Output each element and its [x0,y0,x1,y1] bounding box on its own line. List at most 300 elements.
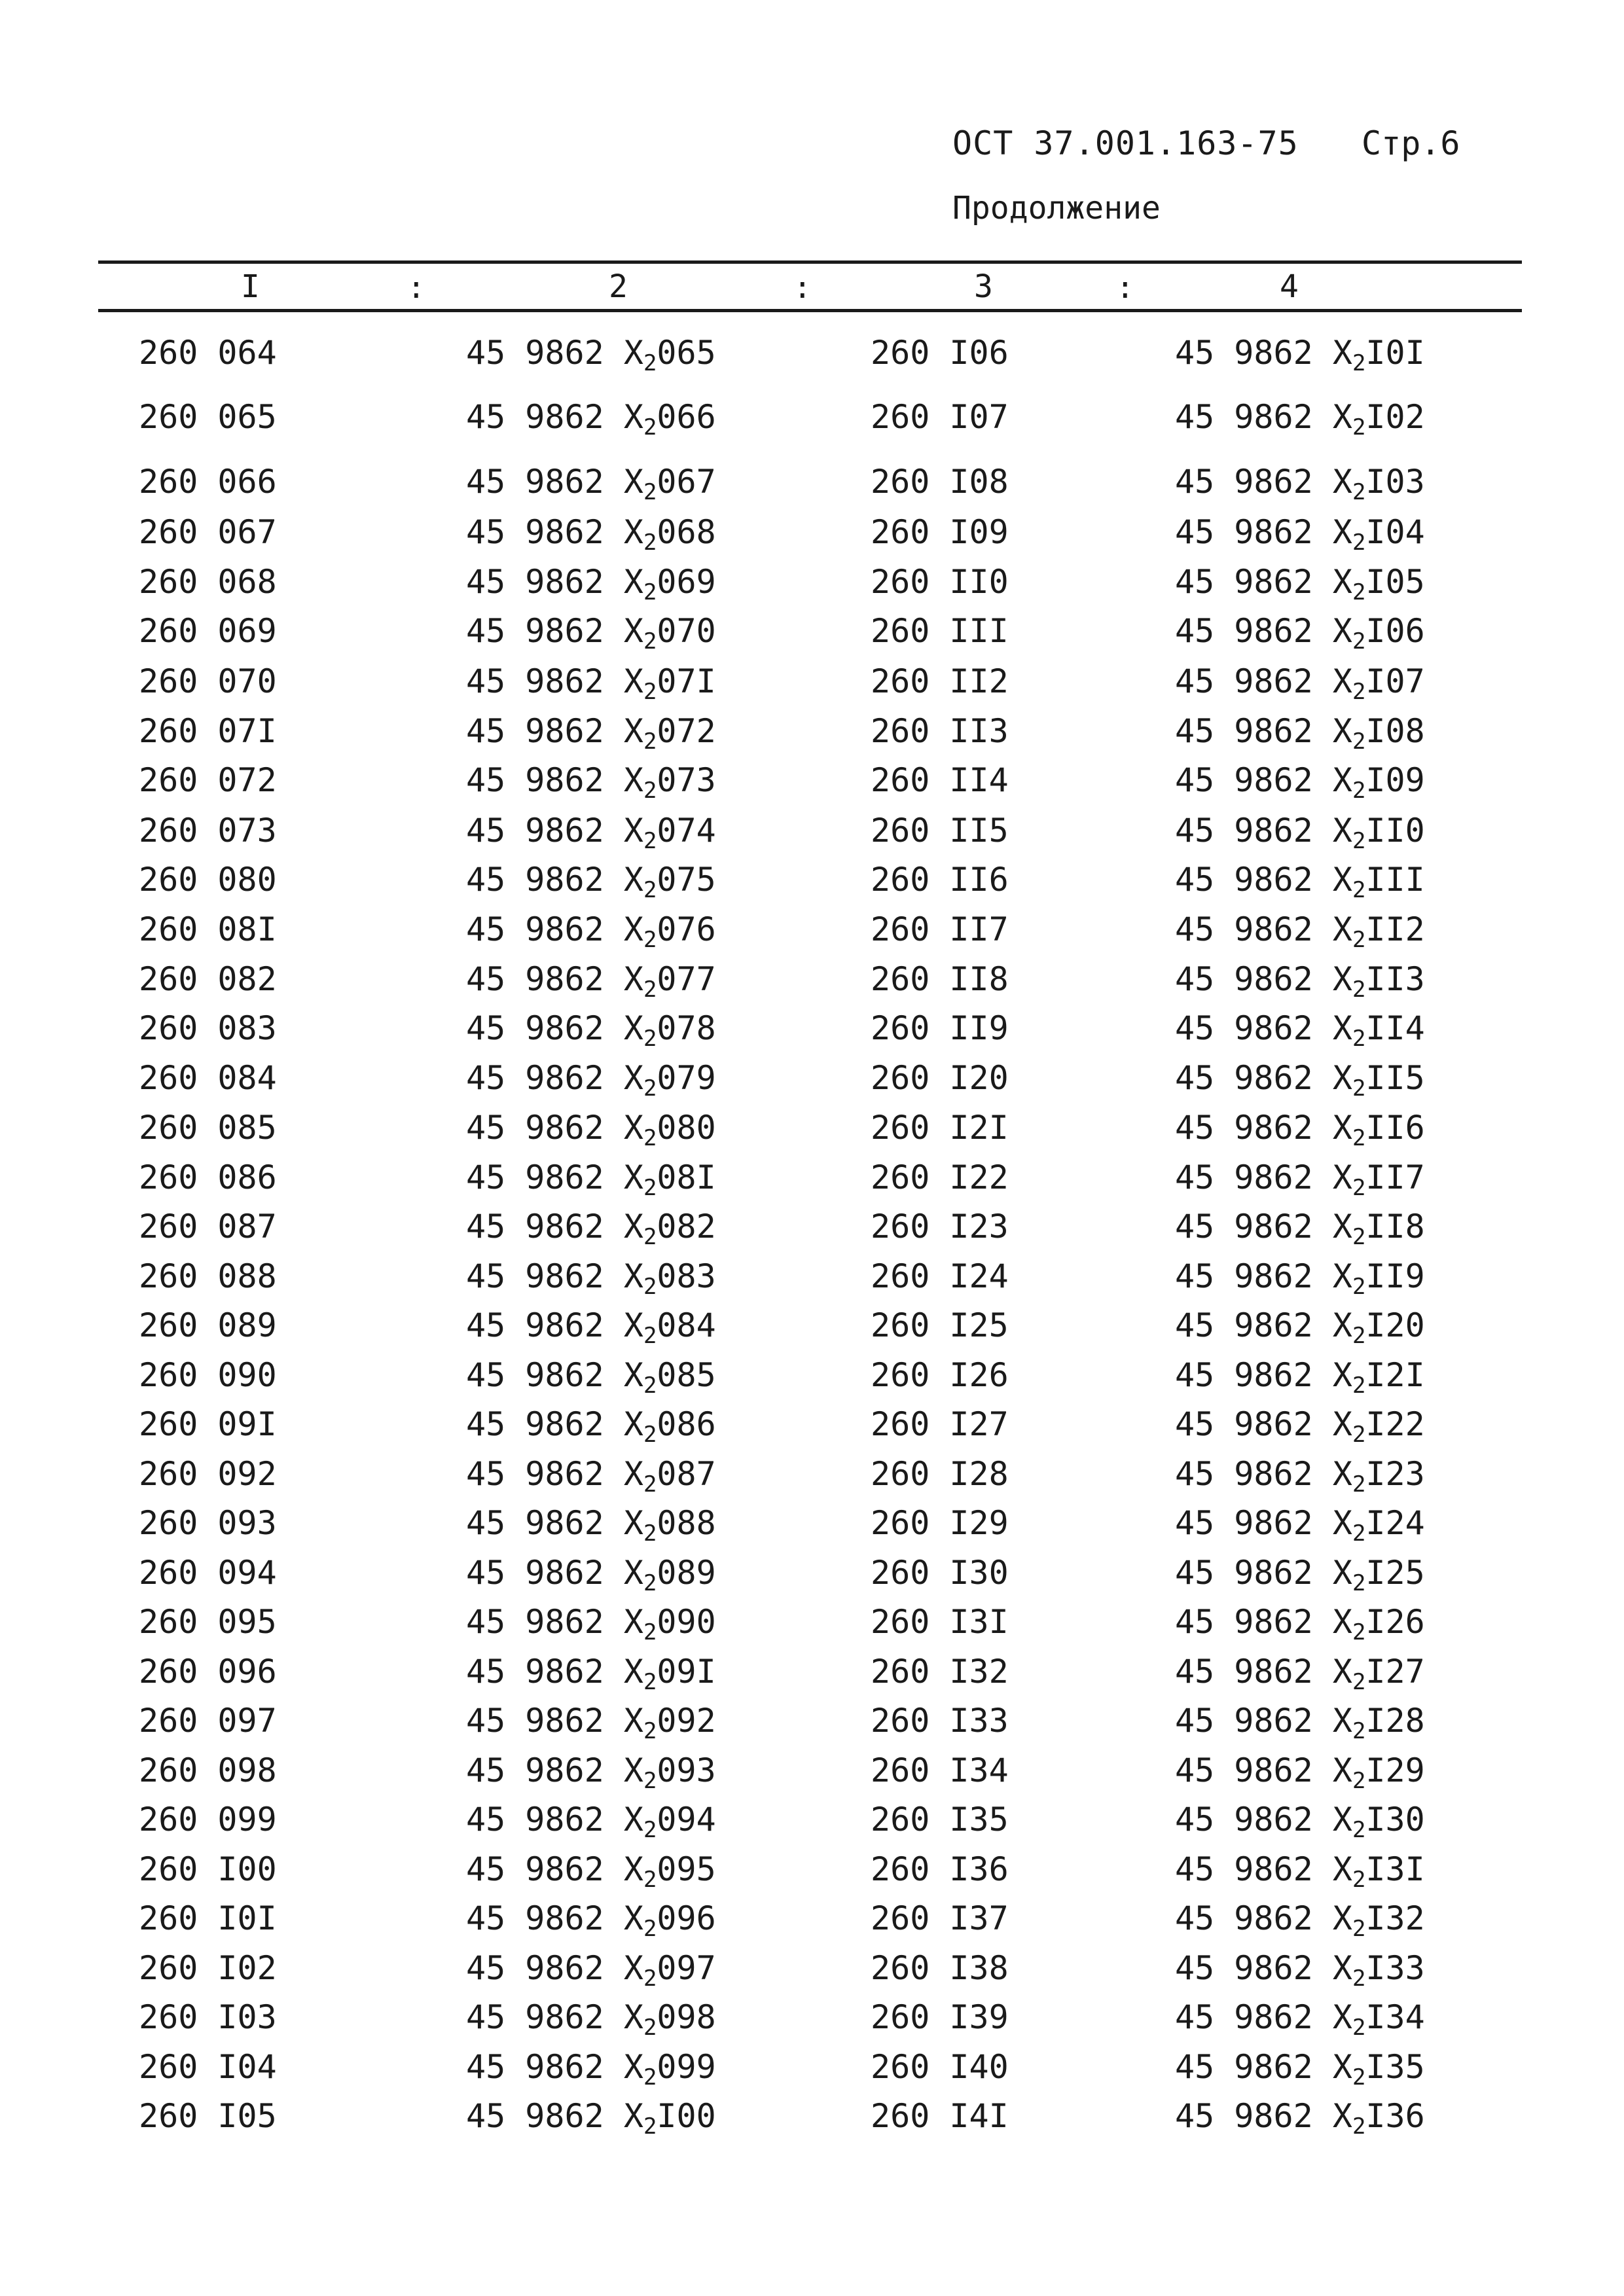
table-top-rule [98,260,1522,264]
cell-col2-number: 08I [657,1158,716,1196]
cell-col2 [466,960,716,1003]
cell-col2 [466,1109,716,1151]
cell-col2-number: 080 [657,1109,716,1147]
cell-col4-prefix: 45 9862 X [1175,1455,1352,1493]
cell-col2 [466,1603,716,1645]
table-row [0,861,1624,903]
cell-col2-prefix: 45 9862 X [466,1603,643,1641]
cell-col4-subscript: 2 [1352,1274,1366,1300]
column-separator: : [407,270,425,305]
cell-col2-subscript: 2 [643,1817,657,1843]
cell-col4-subscript: 2 [1352,628,1366,655]
cell-col4 [1175,1850,1425,1893]
cell-col4-number: I3I [1365,1850,1425,1888]
cell-col2 [466,1009,716,1052]
cell-col4-subscript: 2 [1352,2015,1366,2041]
cell-col4-prefix: 45 9862 X [1175,1702,1352,1740]
table-row [0,2048,1624,2090]
cell-col4-prefix: 45 9862 X [1175,513,1352,551]
cell-col2 [466,712,716,755]
cell-col4-subscript: 2 [1352,927,1366,953]
cell-col2-subscript: 2 [643,350,657,376]
cell-col4-prefix: 45 9862 X [1175,1801,1352,1839]
cell-col2-number: 078 [657,1009,716,1047]
cell-col4 [1175,910,1425,953]
cell-col2-prefix: 45 9862 X [466,662,643,700]
cell-col2-number: 094 [657,1801,716,1839]
cell-col4-prefix: 45 9862 X [1175,1356,1352,1394]
table-row [0,1257,1624,1300]
cell-col2-subscript: 2 [643,1570,657,1596]
cell-col4-prefix: 45 9862 X [1175,1899,1352,1937]
cell-col2-subscript: 2 [643,728,657,755]
cell-col2-prefix: 45 9862 X [466,1158,643,1196]
cell-col1: 260 087 [139,1208,277,1246]
cell-col4-subscript: 2 [1352,1422,1366,1448]
cell-col4-subscript: 2 [1352,1867,1366,1893]
table-row [0,1949,1624,1992]
cell-col2-number: 09I [657,1653,716,1691]
cell-col4 [1175,1702,1425,1744]
cell-col4 [1175,1009,1425,1052]
cell-col2 [466,1850,716,1893]
cell-col4 [1175,960,1425,1003]
cell-col3: 260 I36 [871,1850,1009,1888]
column-header-2: 2 [609,268,628,305]
cell-col2-subscript: 2 [643,828,657,854]
cell-col4-number: I27 [1365,1653,1425,1691]
cell-col4-prefix: 45 9862 X [1175,761,1352,799]
cell-col1: 260 088 [139,1257,277,1295]
cell-col2-prefix: 45 9862 X [466,1455,643,1493]
cell-col2-prefix: 45 9862 X [466,1109,643,1147]
cell-col4-number: I28 [1365,1702,1425,1740]
cell-col2-subscript: 2 [643,1075,657,1102]
cell-col2 [466,463,716,505]
column-header-3: 3 [974,268,993,305]
cell-col2-subscript: 2 [643,679,657,705]
cell-col4-number: II5 [1365,1059,1425,1097]
cell-col2-number: 067 [657,463,716,501]
cell-col1: 260 I03 [139,1998,277,2036]
cell-col4 [1175,1257,1425,1300]
cell-col2-number: 077 [657,960,716,998]
cell-col3: 260 II8 [871,960,1009,998]
cell-col2-subscript: 2 [643,1125,657,1151]
cell-col4-number: I24 [1365,1504,1425,1542]
cell-col4 [1175,398,1425,440]
cell-col4-subscript: 2 [1352,2064,1366,2090]
cell-col4 [1175,1998,1425,2041]
cell-col4-number: I36 [1365,2097,1425,2135]
cell-col4 [1175,2097,1425,2140]
cell-col4-number: I26 [1365,1603,1425,1641]
table-row [0,1603,1624,1645]
cell-col1: 260 068 [139,563,277,601]
cell-col1: 260 I04 [139,2048,277,2086]
cell-col2-number: 072 [657,712,716,750]
cell-col4-subscript: 2 [1352,778,1366,804]
cell-col2-prefix: 45 9862 X [466,334,643,372]
cell-col1: 260 089 [139,1306,277,1344]
cell-col4-prefix: 45 9862 X [1175,463,1352,501]
table-row [0,1702,1624,1744]
cell-col2-prefix: 45 9862 X [466,1801,643,1839]
cell-col4-prefix: 45 9862 X [1175,861,1352,899]
cell-col3: 260 I29 [871,1504,1009,1542]
cell-col2-number: 099 [657,2048,716,2086]
cell-col2-subscript: 2 [643,1026,657,1052]
cell-col2-subscript: 2 [643,1965,657,1992]
cell-col2-prefix: 45 9862 X [466,398,643,436]
cell-col4-number: I30 [1365,1801,1425,1839]
cell-col4-prefix: 45 9862 X [1175,1653,1352,1691]
cell-col4-number: II6 [1365,1109,1425,1147]
cell-col1: 260 070 [139,662,277,700]
cell-col3: 260 I40 [871,2048,1009,2086]
cell-col2-number: I00 [657,2097,716,2135]
cell-col4 [1175,1059,1425,1102]
cell-col2 [466,812,716,854]
page-number: Стр.6 [1362,124,1460,162]
cell-col1: 260 067 [139,513,277,551]
cell-col4-number: I20 [1365,1306,1425,1344]
cell-col4-number: I04 [1365,513,1425,551]
cell-col2-prefix: 45 9862 X [466,1998,643,2036]
cell-col2 [466,1455,716,1498]
cell-col4 [1175,1653,1425,1695]
cell-col1: 260 I0I [139,1899,277,1937]
cell-col2 [466,1257,716,1300]
cell-col2-number: 065 [657,334,716,372]
cell-col2 [466,1405,716,1448]
cell-col4-number: I2I [1365,1356,1425,1394]
cell-col1: 260 072 [139,761,277,799]
cell-col4-number: I34 [1365,1998,1425,2036]
cell-col1: 260 082 [139,960,277,998]
cell-col1: 260 069 [139,612,277,650]
cell-col4 [1175,861,1425,903]
cell-col2-prefix: 45 9862 X [466,960,643,998]
cell-col4-prefix: 45 9862 X [1175,2048,1352,2086]
cell-col2 [466,1554,716,1596]
cell-col2 [466,1702,716,1744]
cell-col4-prefix: 45 9862 X [1175,1257,1352,1295]
cell-col2-number: 076 [657,910,716,948]
cell-col4 [1175,1751,1425,1794]
cell-col2-number: 079 [657,1059,716,1097]
cell-col1: 260 I00 [139,1850,277,1888]
cell-col4-prefix: 45 9862 X [1175,1504,1352,1542]
cell-col2-number: 095 [657,1850,716,1888]
cell-col4-prefix: 45 9862 X [1175,1109,1352,1147]
cell-col4-number: I03 [1365,463,1425,501]
table-row [0,1899,1624,1942]
cell-col4-subscript: 2 [1352,828,1366,854]
cell-col1: 260 099 [139,1801,277,1839]
cell-col2-number: 07I [657,662,716,700]
cell-col1: 260 07I [139,712,277,750]
cell-col2-prefix: 45 9862 X [466,513,643,551]
cell-col4-number: I06 [1365,612,1425,650]
cell-col2 [466,1158,716,1201]
cell-col2 [466,662,716,705]
table-row [0,513,1624,556]
cell-col4-prefix: 45 9862 X [1175,1603,1352,1641]
cell-col1: 260 08I [139,910,277,948]
cell-col4-prefix: 45 9862 X [1175,1158,1352,1196]
cell-col4-subscript: 2 [1352,579,1366,605]
cell-col2-subscript: 2 [643,877,657,903]
cell-col4-number: I23 [1365,1455,1425,1493]
cell-col1: 260 080 [139,861,277,899]
cell-col3: 260 I27 [871,1405,1009,1443]
cell-col4 [1175,2048,1425,2090]
cell-col1: 260 093 [139,1504,277,1542]
cell-col2 [466,398,716,440]
cell-col4-number: II9 [1365,1257,1425,1295]
cell-col4-prefix: 45 9862 X [1175,662,1352,700]
cell-col1: 260 086 [139,1158,277,1196]
cell-col3: 260 III [871,612,1009,650]
cell-col2-number: 096 [657,1899,716,1937]
cell-col4-number: II8 [1365,1208,1425,1246]
cell-col4 [1175,1603,1425,1645]
cell-col2-number: 092 [657,1702,716,1740]
cell-col2-prefix: 45 9862 X [466,1899,643,1937]
cell-col4-number: I09 [1365,761,1425,799]
cell-col2-subscript: 2 [643,977,657,1003]
cell-col2-prefix: 45 9862 X [466,2097,643,2135]
column-separator: : [1116,270,1134,305]
cell-col2-prefix: 45 9862 X [466,1949,643,1987]
cell-col4 [1175,1158,1425,1201]
table-row [0,1208,1624,1250]
cell-col2-subscript: 2 [643,927,657,953]
cell-col2-number: 097 [657,1949,716,1987]
cell-col2 [466,1751,716,1794]
cell-col2-number: 084 [657,1306,716,1344]
cell-col2-subscript: 2 [643,529,657,556]
table-header-rule [98,309,1522,312]
cell-col2-subscript: 2 [643,1224,657,1250]
cell-col2 [466,1801,716,1843]
cell-col4-number: II2 [1365,910,1425,948]
cell-col2-number: 086 [657,1405,716,1443]
cell-col4-prefix: 45 9862 X [1175,1208,1352,1246]
cell-col4-prefix: 45 9862 X [1175,1059,1352,1097]
cell-col2-prefix: 45 9862 X [466,1405,643,1443]
table-row [0,1059,1624,1102]
cell-col4-subscript: 2 [1352,1768,1366,1794]
cell-col2-prefix: 45 9862 X [466,1653,643,1691]
cell-col2-prefix: 45 9862 X [466,1554,643,1592]
cell-col2-prefix: 45 9862 X [466,1257,643,1295]
cell-col2-subscript: 2 [643,414,657,440]
cell-col2-number: 093 [657,1751,716,1789]
cell-col4 [1175,1455,1425,1498]
cell-col4-number: I29 [1365,1751,1425,1789]
cell-col1: 260 I05 [139,2097,277,2135]
cell-col4-subscript: 2 [1352,1718,1366,1744]
cell-col2-prefix: 45 9862 X [466,2048,643,2086]
cell-col4 [1175,1356,1425,1399]
cell-col2-prefix: 45 9862 X [466,1059,643,1097]
cell-col4-subscript: 2 [1352,728,1366,755]
cell-col2-prefix: 45 9862 X [466,1356,643,1394]
table-row [0,1356,1624,1399]
table-row [0,662,1624,705]
cell-col4-prefix: 45 9862 X [1175,910,1352,948]
cell-col2-prefix: 45 9862 X [466,910,643,948]
cell-col4-subscript: 2 [1352,1323,1366,1349]
cell-col4-subscript: 2 [1352,1075,1366,1102]
cell-col4-subscript: 2 [1352,977,1366,1003]
cell-col4-subscript: 2 [1352,1965,1366,1992]
cell-col3: 260 II4 [871,761,1009,799]
cell-col3: 260 I35 [871,1801,1009,1839]
cell-col1: 260 096 [139,1653,277,1691]
cell-col1: 260 085 [139,1109,277,1147]
table-row [0,761,1624,804]
table-row [0,910,1624,953]
cell-col2 [466,2097,716,2140]
cell-col2-subscript: 2 [643,1669,657,1695]
cell-col2-number: 068 [657,513,716,551]
cell-col4-number: I35 [1365,2048,1425,2086]
cell-col4-prefix: 45 9862 X [1175,2097,1352,2135]
cell-col2-number: 073 [657,761,716,799]
cell-col2-prefix: 45 9862 X [466,761,643,799]
continuation-label: Продолжение [952,190,1161,226]
cell-col4-subscript: 2 [1352,1471,1366,1498]
cell-col2-subscript: 2 [643,2015,657,2041]
cell-col4 [1175,463,1425,505]
cell-col1: 260 09I [139,1405,277,1443]
cell-col2-subscript: 2 [643,2064,657,2090]
cell-col3: 260 II0 [871,563,1009,601]
cell-col4-subscript: 2 [1352,1817,1366,1843]
cell-col2-subscript: 2 [643,628,657,655]
cell-col4-subscript: 2 [1352,414,1366,440]
cell-col4-subscript: 2 [1352,1175,1366,1201]
table-row [0,712,1624,755]
cell-col2-number: 088 [657,1504,716,1542]
cell-col2-number: 082 [657,1208,716,1246]
cell-col4-number: II4 [1365,1009,1425,1047]
cell-col4-number: III [1365,861,1425,899]
cell-col2 [466,861,716,903]
cell-col4-subscript: 2 [1352,1916,1366,1942]
table-row [0,398,1624,440]
cell-col2 [466,1998,716,2041]
cell-col2-number: 089 [657,1554,716,1592]
cell-col1: 260 097 [139,1702,277,1740]
table-row [0,1009,1624,1052]
cell-col2 [466,1653,716,1695]
cell-col4 [1175,712,1425,755]
cell-col2 [466,910,716,953]
cell-col1: 260 064 [139,334,277,372]
column-separator: : [793,270,812,305]
cell-col4-prefix: 45 9862 X [1175,812,1352,850]
cell-col2-subscript: 2 [643,1274,657,1300]
cell-col2 [466,563,716,605]
cell-col1: 260 095 [139,1603,277,1641]
cell-col4 [1175,1306,1425,1349]
cell-col3: 260 I37 [871,1899,1009,1937]
cell-col2-number: 075 [657,861,716,899]
cell-col2-number: 074 [657,812,716,850]
cell-col2 [466,513,716,556]
cell-col2-prefix: 45 9862 X [466,1009,643,1047]
cell-col4-prefix: 45 9862 X [1175,1009,1352,1047]
table-row [0,612,1624,655]
cell-col2-subscript: 2 [643,479,657,505]
cell-col2 [466,1949,716,1992]
cell-col2-prefix: 45 9862 X [466,712,643,750]
cell-col2 [466,1504,716,1547]
cell-col2-subscript: 2 [643,1619,657,1645]
cell-col2-subscript: 2 [643,1520,657,1547]
cell-col4-number: II7 [1365,1158,1425,1196]
cell-col4-number: I22 [1365,1405,1425,1443]
cell-col2-subscript: 2 [643,1175,657,1201]
cell-col4-prefix: 45 9862 X [1175,1306,1352,1344]
cell-col3: 260 I06 [871,334,1009,372]
cell-col4-subscript: 2 [1352,1372,1366,1399]
cell-col4-subscript: 2 [1352,1669,1366,1695]
cell-col4-prefix: 45 9862 X [1175,1850,1352,1888]
table-row [0,1998,1624,2041]
cell-col4-prefix: 45 9862 X [1175,1554,1352,1592]
cell-col4-number: I33 [1365,1949,1425,1987]
cell-col4 [1175,513,1425,556]
cell-col2-subscript: 2 [643,1768,657,1794]
cell-col4 [1175,334,1425,376]
cell-col3: 260 I32 [871,1653,1009,1691]
cell-col3: 260 II9 [871,1009,1009,1047]
cell-col4-number: I02 [1365,398,1425,436]
table-row [0,1109,1624,1151]
cell-col1: 260 065 [139,398,277,436]
cell-col2 [466,334,716,376]
cell-col2-number: 085 [657,1356,716,1394]
cell-col2-number: 083 [657,1257,716,1295]
cell-col3: 260 II3 [871,712,1009,750]
cell-col4 [1175,1899,1425,1942]
cell-col3: 260 I33 [871,1702,1009,1740]
cell-col2-prefix: 45 9862 X [466,1702,643,1740]
cell-col4 [1175,662,1425,705]
cell-col4 [1175,1554,1425,1596]
table-row [0,463,1624,505]
cell-col3: 260 I3I [871,1603,1009,1641]
cell-col2-number: 087 [657,1455,716,1493]
cell-col4-number: II3 [1365,960,1425,998]
cell-col2-prefix: 45 9862 X [466,812,643,850]
cell-col2-subscript: 2 [643,2113,657,2140]
table-row [0,1306,1624,1349]
cell-col2 [466,612,716,655]
cell-col2-subscript: 2 [643,778,657,804]
cell-col4-subscript: 2 [1352,2113,1366,2140]
table-row [0,2097,1624,2140]
cell-col4-prefix: 45 9862 X [1175,1405,1352,1443]
cell-col2-number: 098 [657,1998,716,2036]
cell-col4-number: I05 [1365,563,1425,601]
table-row [0,1751,1624,1794]
